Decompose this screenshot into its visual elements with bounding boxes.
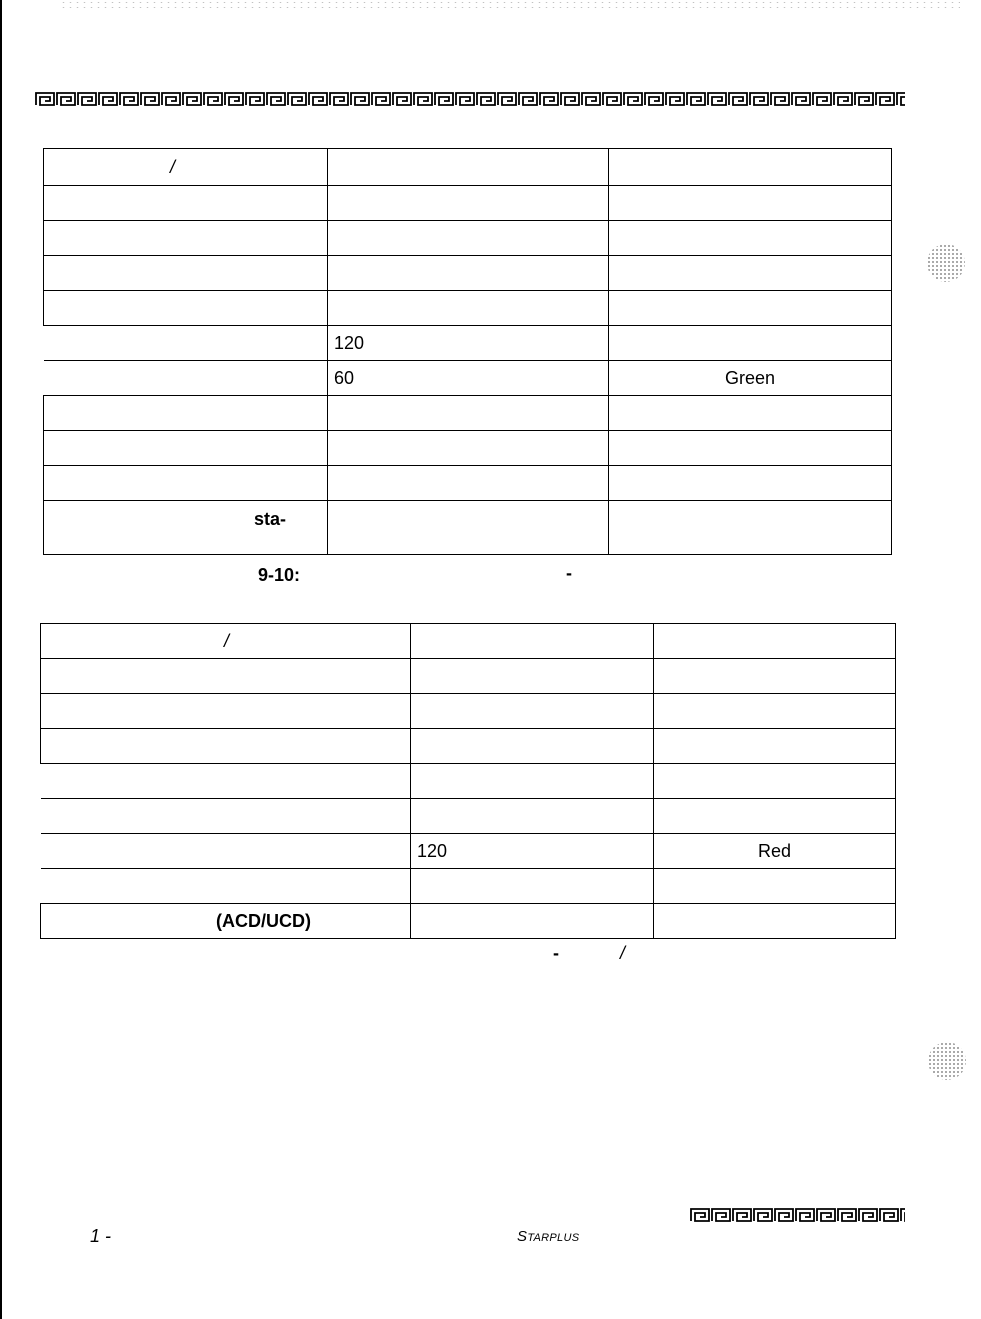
table-row — [44, 326, 892, 361]
table1-cell-rate: 120 — [328, 326, 609, 361]
table-row — [44, 501, 892, 555]
table-row — [44, 256, 892, 291]
table1-header-cell-2 — [328, 149, 609, 186]
table-row — [44, 361, 892, 396]
table2-cell-rate: 120 — [411, 834, 654, 869]
table-row — [44, 221, 892, 256]
footer-greek-key-ornament — [690, 1208, 905, 1222]
footer-page-number: 1 - — [90, 1226, 112, 1246]
table1-header-cell-1: / — [44, 149, 328, 186]
table-row — [41, 729, 896, 764]
table1-caption-dash: - — [566, 563, 572, 583]
footer-product-name: STARPLUS — [517, 1228, 580, 1245]
table2-header-cell-2 — [411, 624, 654, 659]
table-row — [41, 904, 896, 939]
table1-cell-rate: 60 — [328, 361, 609, 396]
table2-header-cell-1: / — [41, 624, 411, 659]
table-row — [41, 659, 896, 694]
table-2 — [40, 623, 896, 939]
table2-header-cell-3 — [654, 624, 896, 659]
table-row — [44, 431, 892, 466]
table1-caption-number: 9-10: — [258, 565, 301, 585]
table1-header-cell-3 — [609, 149, 892, 186]
table-row — [41, 624, 896, 659]
table1-cell-feature: sta- — [44, 501, 328, 555]
table-row — [41, 869, 896, 904]
table2-caption-slash: / — [620, 943, 626, 963]
table-row — [44, 291, 892, 326]
table-row — [41, 834, 896, 869]
binder-hole-top — [927, 244, 965, 282]
table-row — [41, 694, 896, 729]
table-row — [44, 186, 892, 221]
table-row — [44, 396, 892, 431]
table-row — [41, 799, 896, 834]
scan-speckle — [60, 0, 960, 12]
table-row — [44, 149, 892, 186]
page-left-rule — [0, 0, 2, 1319]
table-row — [44, 466, 892, 501]
table2-cell-color: Red — [654, 834, 896, 869]
table2-caption-dash: - — [553, 943, 559, 963]
table-row — [41, 764, 896, 799]
binder-hole-bottom — [928, 1042, 966, 1080]
table1-cell-color: Green — [609, 361, 892, 396]
table2-cell-feature: (ACD/UCD) — [41, 904, 411, 939]
header-greek-key-ornament — [35, 92, 905, 106]
table-1 — [43, 148, 892, 555]
